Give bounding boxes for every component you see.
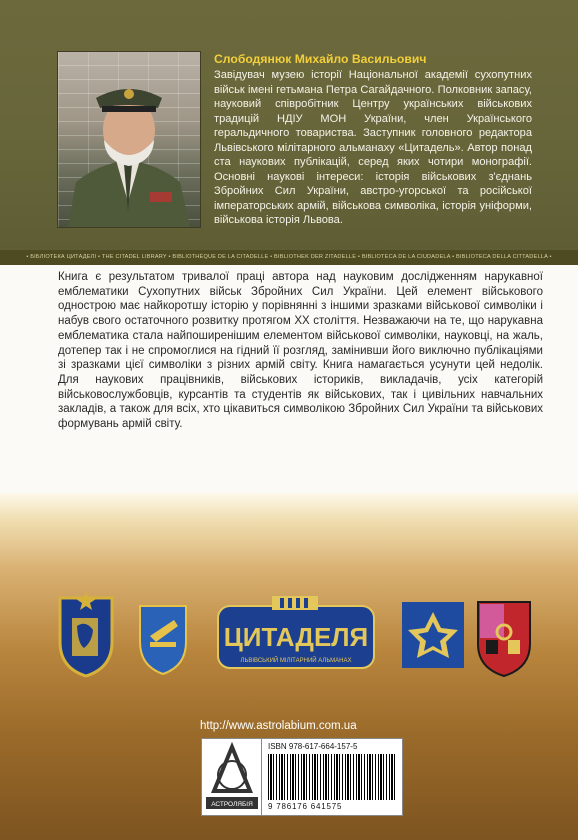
citadel-title: ЦИТАДЕЛЯ (223, 622, 369, 652)
book-description: Книга є результатом тривалої праці автора над науковим дослідженням нарукавної емблематики Сухопутних військ Збройних Сил України. Цей елемент військового однострою має найкоротшу історію у порівнянні з іншими зразками військової символіки і набув свого остаточного розвитку протягом XX століття. Незважаючи на те, що нарукавна емблематика стала найпоширенішим елементом військової символіки, науковці, на жаль, дотепер так і не спромоглися на гідний її розгляд, замінивши його виключно публікаціями зі зразками цієї символіки з різних армій світу. Книга намагається усунути цей недолік. Для наукових працівників, військових істориків, викладачів, усіх категорій військовослужбовців, курсантів та студентів як військових, так і цивільних навчальних закладів, а також для всіх, хто цікавиться символікою Збройних Сил України та військових формувань армій світу. (58, 271, 543, 431)
publisher-logo-text: АСТРОЛЯБІЯ (211, 801, 253, 808)
barcode-bars (268, 754, 396, 800)
star-square-emblem-icon (402, 602, 464, 668)
red-shield-emblem-icon (478, 602, 530, 676)
author-name: Слободянюк Михайло Васильович (214, 52, 427, 66)
author-photo (57, 51, 201, 228)
ean-number: 9 786176 641575 (268, 802, 343, 811)
emblems-row (0, 590, 578, 680)
series-ribbon: • БІБЛІОТЕКА ЦИТАДЕЛІ • THE CITADEL LIBRARY • BIBLIOTHÈQUE DE LA CITADELLE • BIBLIOTHEK DER ZITADELLE • BIBLIOTECA DE LA CIUDADELA • BIBLIOTECA DELLA CITTADELLA • (0, 250, 578, 265)
blue-shield-emblem-icon (140, 606, 186, 674)
author-bio: Завідувач музею історії Національної академії сухопутних військ імені гетьмана Петра Сагайдачного. Полковник запасу, науковий співробітник Центру українських військових традицій НДІУ МОН України, член Українського геральдичного товариства. Заступник головного редактора Львівського мілітарного альманаху «Цитадель». Автор понад ста наукових публікацій, серед яких чотири монографії. Основні наукові інтереси: історія військових з'єднань Збройних Сил України, австро-угорської та російської імператорських армій, військова символіка, історія уніформи, військова історія Львова. (214, 69, 532, 226)
barcode-area (261, 738, 403, 816)
citadel-subtitle: ЛЬВІВСЬКИЙ МІЛІТАРНИЙ АЛЬМАНАХ (240, 658, 352, 664)
lviv-emblem-icon (60, 592, 112, 676)
publisher-url[interactable]: http://www.astrolabium.com.ua (200, 720, 357, 732)
isbn-number: ISBN 978-617-664-157-5 (268, 742, 358, 751)
publisher-logo (201, 738, 263, 816)
